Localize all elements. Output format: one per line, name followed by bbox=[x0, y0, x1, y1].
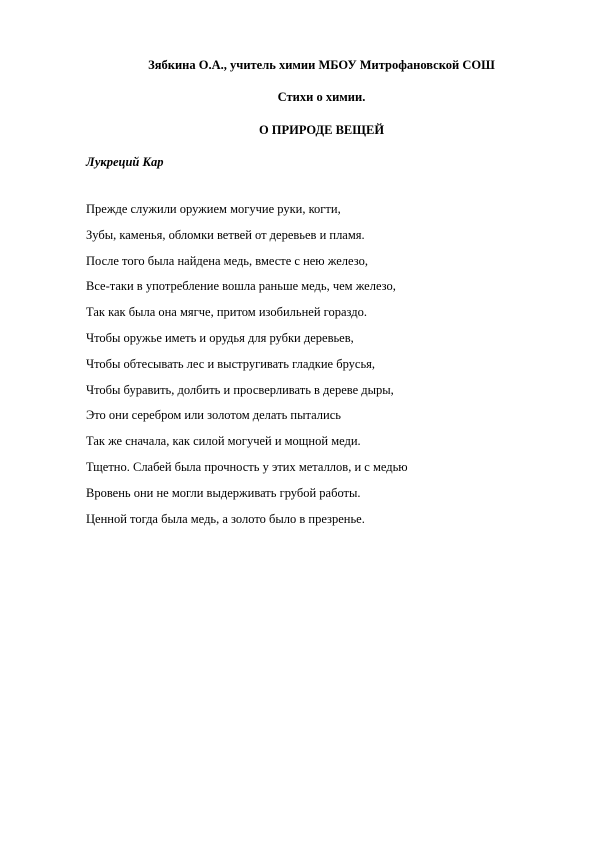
poem-line: Прежде служили оружием могучие руки, когти, bbox=[86, 202, 341, 216]
poem-line: После того была найдена медь, вместе с нею железо, bbox=[86, 253, 368, 268]
poem-line: Все-таки в употребление вошла раньше медь, чем железо, bbox=[86, 279, 396, 294]
poem-line: Так как была она мягче, притом изобильней гораздо. bbox=[86, 305, 367, 320]
poem-line: Так же сначала, как силой могучей и мощной меди. bbox=[86, 434, 361, 449]
poem-line: Зубы, каменья, обломки ветвей от деревьев и пламя. bbox=[86, 227, 365, 242]
poem-line: Чтобы оружье иметь и орудья для рубки деревьев, bbox=[86, 330, 354, 345]
poem-title: О ПРИРОДЕ ВЕЩЕЙ bbox=[258, 123, 385, 137]
poet-name: Лукреций Кар bbox=[86, 155, 164, 169]
poem-body bbox=[86, 201, 408, 536]
author-line: Зябкина О.А., учитель химии МБОУ Митрофановской СОШ bbox=[148, 58, 495, 72]
document-subtitle: Стихи о химии. bbox=[277, 90, 366, 104]
poem-line: Тщетно. Слабей была прочность у этих металлов, и с медью bbox=[86, 459, 408, 474]
poem-line: Вровень они не могли выдерживать грубой работы. bbox=[86, 485, 361, 500]
poem-line: Ценной тогда была медь, а золото было в презренье. bbox=[86, 511, 365, 526]
poem-line: Чтобы обтесывать лес и выстругивать гладкие брусья, bbox=[86, 356, 376, 371]
poem-line: Чтобы буравить, долбить и просверливать в дереве дыры, bbox=[86, 382, 394, 397]
poem-line: Это они серебром или золотом делать пытались bbox=[86, 408, 341, 423]
